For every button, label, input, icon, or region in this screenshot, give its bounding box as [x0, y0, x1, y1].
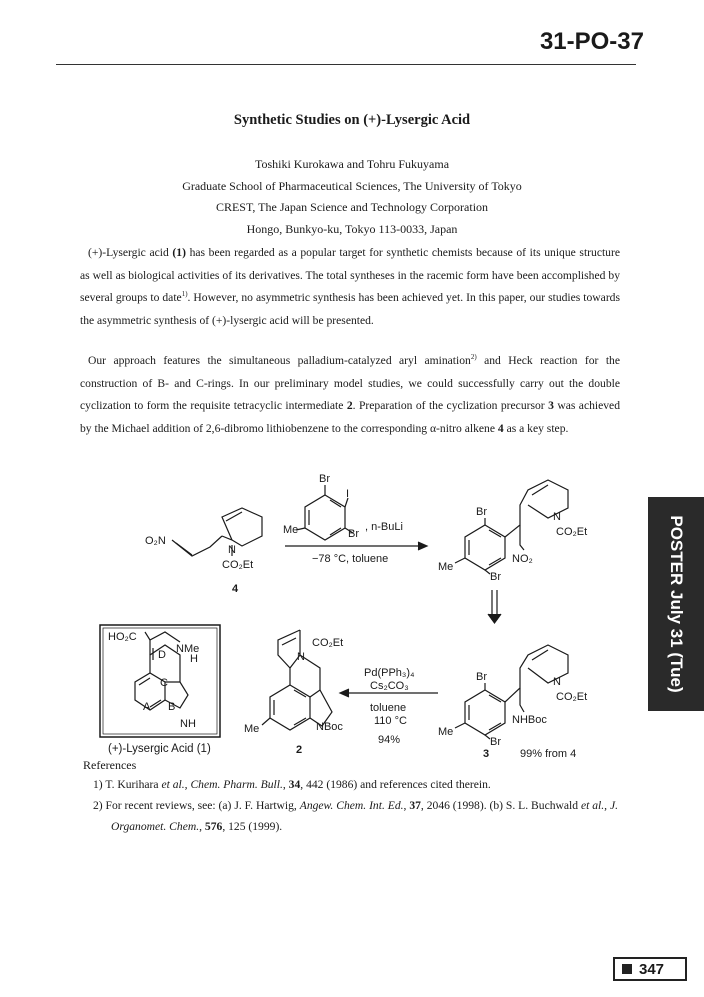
author-block [0, 154, 704, 240]
int-no2: NO₂ [512, 553, 533, 565]
ref-journal: et al., Chem. Pharm. Bull. [161, 778, 283, 791]
cpd3-co2et: CO₂Et [556, 691, 588, 703]
reagent-base: , n-BuLi [365, 521, 403, 533]
text-span: was achieved by the Michael addition of 2,6-dibromo lithiobenzene to the corresponding α-nitro alkene [80, 399, 621, 435]
poster-date-tab [648, 497, 704, 711]
cpd3-nhboc: NHBoc [512, 714, 547, 726]
ref-text: , [403, 799, 410, 812]
cpd3-me: Me [438, 726, 454, 738]
poster-code: 31-PO-37 [539, 28, 644, 55]
reagent-me: Me [283, 524, 299, 536]
ref-text: 1) T. Kurihara [93, 778, 162, 791]
ring-a: A [143, 701, 151, 713]
poster-date-label: POSTER July 31 (Tue) [667, 515, 686, 693]
page-number: 347 [639, 961, 665, 978]
reagent-iodo: I [346, 488, 350, 500]
int-n: N [553, 511, 561, 523]
ref-volume: 576 [204, 820, 223, 833]
solvent: toluene [370, 702, 407, 714]
ring-c: C [160, 677, 168, 689]
compound-ref: 2 [346, 399, 353, 412]
paper-title: Synthetic Studies on (+)-Lysergic Acid [233, 112, 471, 128]
reagent-br-side: Br [348, 528, 359, 540]
ref-text: , 2046 (1998). (b) S. L. Buchwald [420, 799, 581, 812]
lysergic-acid-label: (+)-Lysergic Acid (1) [108, 743, 211, 755]
cpd4-label: 4 [232, 583, 239, 595]
affiliation-2: CREST, The Japan Science and Technology Corporation [215, 200, 489, 214]
reaction-arrow-1 [285, 542, 427, 550]
ref-text: , 442 (1986) and references cited therein. [300, 778, 491, 791]
text-span: Our approach features the simultaneous palladium-catalyzed aryl amination [88, 354, 471, 367]
condition-1: −78 °C, toluene [312, 553, 389, 565]
text-span: . Preparation of the cyclization precursor [352, 399, 549, 412]
compound-ref: 4 [497, 421, 504, 435]
ref-text: , [199, 820, 205, 833]
page-number-box [613, 957, 687, 981]
compound-ref: (1) [172, 246, 186, 259]
abstract-paragraph-2 [80, 350, 620, 440]
cpd3-br-top: Br [476, 671, 487, 683]
text-span: and Heck reaction for the construction of B- and C-rings. In our preliminary model studies, we could successfully carry out the double cyclization to form the requisite tetracyclic intermediate [80, 354, 620, 412]
cpd3-n: N [553, 676, 561, 688]
ring-d: D [158, 649, 166, 661]
ref-journal: Angew. Chem. Int. Ed. [299, 799, 404, 812]
ref-text: , 125 (1999). [222, 820, 283, 833]
yield-2: 94% [378, 734, 401, 746]
ref-volume: 37 [409, 799, 421, 812]
int-me: Me [438, 561, 454, 573]
text-span: (+)-Lysergic acid [88, 246, 173, 259]
compound-4-structure [172, 508, 262, 556]
references-list [83, 774, 628, 837]
square-icon [622, 964, 632, 974]
reaction-scheme [0, 470, 704, 770]
reference-2 [83, 795, 628, 837]
reagent-aryl-structure [296, 485, 353, 540]
citation-marker: 2) [470, 353, 477, 362]
cpd3-br-bottom: Br [490, 736, 501, 748]
cpd2-co2et: CO₂Et [312, 637, 344, 649]
reaction-arrow-down [488, 590, 501, 623]
cpd3-yield: 99% from 4 [520, 748, 577, 760]
ref-text: , [282, 778, 289, 791]
affiliation-1: Graduate School of Pharmaceutical Sciences, The University of Tokyo [182, 178, 522, 193]
reagent-br-top: Br [319, 473, 330, 485]
text-span: has been regarded as a popular target for synthetic chemists because of its unique structure as well as biological activities of its derivatives. The total syntheses in the racemic form have been accomplished by several groups to date [80, 246, 620, 304]
lys-nh: NH [180, 718, 196, 730]
ref-text: 2) For recent reviews, see: (a) J. F. Hartwig, [93, 799, 300, 812]
cpd2-label: 2 [296, 744, 303, 756]
author-names: Toshiki Kurokawa and Tohru Fukuyama [254, 157, 450, 171]
ring-b: B [168, 701, 176, 713]
cpd3-label: 3 [483, 748, 490, 760]
lys-h: H [190, 653, 198, 665]
header-rule [56, 64, 636, 65]
int-co2et: CO₂Et [556, 526, 588, 538]
cpd2-nboc: NBoc [316, 721, 343, 733]
abstract-paragraph-1 [80, 242, 620, 332]
lys-ho2c: HO₂C [108, 631, 137, 643]
compound-ref: 3 [548, 399, 554, 412]
references-heading: References [83, 758, 137, 772]
reference-1 [83, 774, 628, 795]
ref-volume: 34 [288, 778, 301, 791]
cpd2-me: Me [244, 723, 260, 735]
text-span: . However, no asymmetric synthesis has been achieved yet. In this paper, our studies towards the asymmetric synthesis of (+)-lysergic acid will be presented. [80, 291, 620, 327]
cpd2-n: N [297, 651, 305, 663]
lys-nme: NMe [176, 643, 200, 655]
address: Hongo, Bunkyo-ku, Tokyo 113-0033, Japan [246, 221, 458, 236]
catalyst: Pd(PPh₃)₄ [364, 667, 415, 679]
cpd4-co2et: CO₂Et [222, 559, 254, 571]
citation-marker: 1) [181, 290, 188, 299]
temperature: 110 °C [374, 715, 407, 727]
cpd4-n: N [228, 544, 236, 556]
ref-journal: et al., J. Organomet. Chem. [111, 799, 618, 833]
text-span: as a key step. [503, 421, 569, 435]
int-br-top: Br [476, 506, 487, 518]
base: Cs₂CO₃ [370, 680, 409, 692]
cpd4-o2n: O₂N [145, 535, 166, 547]
int-br-bottom: Br [490, 571, 501, 583]
